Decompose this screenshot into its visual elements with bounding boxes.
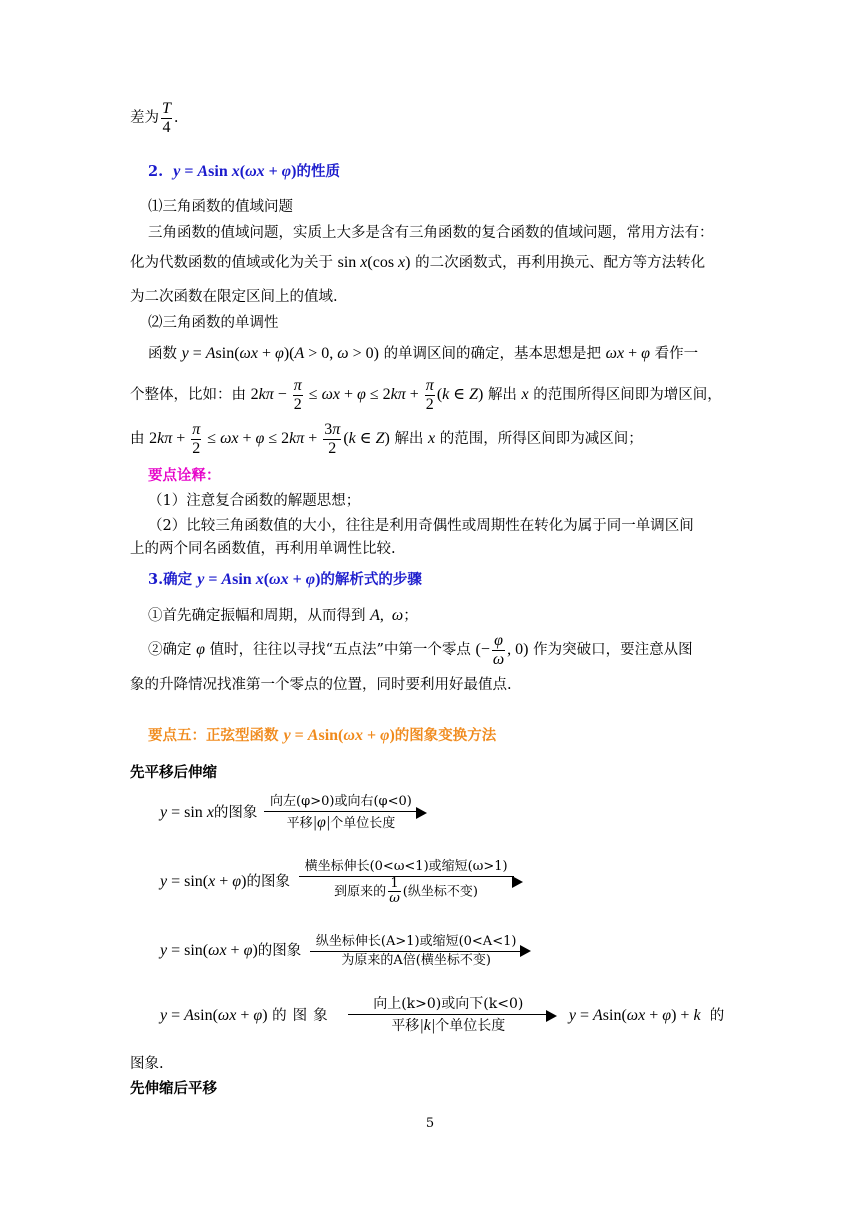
p1-line3: 为二次函数在限定区间上的值域. <box>130 289 338 305</box>
transform-3 <box>160 933 522 969</box>
subheading-translate-then-scale: 先平移后伸缩 <box>130 764 217 781</box>
transform-3-arrow <box>310 933 523 969</box>
note-2a: （2）比较三角函数值的大小，往往是利用奇偶性或周期性在转化为属于同一单调区间 <box>148 518 694 534</box>
step-2-line2: 象的升降情况找准第一个零点的位置，同时要利用好最值点. <box>130 677 512 693</box>
p2-line3-c: 的范围，所得区间即为减区间； <box>439 430 643 447</box>
section-5-title <box>148 724 496 745</box>
p1-line2-b: 的二次函数式，再利用换元、配方等方法转化 <box>415 255 706 271</box>
transform-4-label: 的图象 <box>272 1007 334 1024</box>
var-x-2: x <box>428 429 436 447</box>
p2-line1-b: 的单调区间的确定，基本思想是把 <box>383 346 602 362</box>
heading-2-number: 2. <box>148 163 164 180</box>
frac-den: 4 <box>162 118 171 136</box>
transform-1 <box>160 793 418 833</box>
p1-line1: 三角函数的值域问题，实质上大多是含有三角函数的复合函数的值域问题，常用方法有： <box>148 225 714 241</box>
transform-3-bottom: 为原来的A倍(横坐标不变) <box>310 951 523 970</box>
transform-1-label: 的图象 <box>213 805 258 822</box>
heading-3-prefix: 3.确定 <box>148 571 193 588</box>
transform-2 <box>160 858 514 906</box>
p2-line2 <box>130 377 722 413</box>
p2-line1 <box>148 342 698 363</box>
subheading-scale-then-translate: 先伸缩后平移 <box>130 1080 217 1097</box>
var-phi: φ <box>196 640 205 658</box>
p2-title: ⑵三角函数的单调性 <box>148 315 279 331</box>
line-chawei <box>130 100 179 136</box>
transform-2-source: y = sin(x + φ) <box>160 873 247 891</box>
chawei-tail: . <box>173 110 179 127</box>
note-2b: 上的两个同名函数值，再利用单调性比较. <box>130 541 396 557</box>
heading-2-formula: y = Asin x(ωx + φ) <box>173 163 297 180</box>
arrow-head-icon <box>546 1010 557 1022</box>
step-1-tail: ； <box>403 608 418 624</box>
heading-3-formula: y = Asin x(ωx + φ) <box>197 571 321 588</box>
p1-line2 <box>130 251 705 272</box>
arrow-head-icon <box>520 945 531 957</box>
arrow-head-icon <box>512 876 523 888</box>
var-x: x <box>521 385 529 403</box>
p1-line2-a: 化为代数函数的值域或化为关于 <box>130 255 333 271</box>
p2-line2-a: 个整体，比如：由 <box>130 386 246 403</box>
p1-title: ⑴三角函数的值域问题 <box>148 199 293 215</box>
p2-line2-c: 的范围所得区间即为增区间， <box>533 386 722 403</box>
chawei-prefix: 差为 <box>130 110 159 127</box>
formula-increasing-interval: 2kπ − $\frac{\pi}{2}$ ≤ ωx + φ ≤ 2kπ + $\frac{\pi}{2}$ (k ∈ Z) <box>250 377 484 413</box>
heading-2-suffix: 的性质 <box>296 163 340 180</box>
transform-4-source: y = Asin(ωx + φ) <box>160 1006 268 1024</box>
transform-4 <box>160 995 724 1036</box>
transform-4-result: y = Asin(ωx + φ) + k <box>568 1006 701 1024</box>
step-2-b: 值时，往往以寻找“五点法”中第一个零点 <box>209 641 471 658</box>
section-5-formula: y = Asin(ωx + φ) <box>283 727 395 744</box>
transform-4-line2: 图象. <box>130 1056 164 1072</box>
p2-line1-a: 函数 <box>148 346 177 362</box>
transform-4-bottom: 平移|k|个单位长度 <box>348 1014 548 1037</box>
p2-line1-c: 看作一 <box>654 346 699 362</box>
transform-2-bottom: 到原来的 $\frac{1}{\omega}$ (纵坐标不变) <box>299 876 514 907</box>
p2-line3-b: 解出 <box>394 430 424 447</box>
transform-3-top: 纵坐标伸长(A>1)或缩短(0<A<1) <box>315 934 517 949</box>
heading-3 <box>148 568 422 589</box>
transform-2-label: 的图象 <box>246 874 290 891</box>
formula-sinx-cosx: sin x(cos x) <box>337 254 411 271</box>
heading-3-suffix: 的解析式的步骤 <box>320 571 422 588</box>
section-5-suffix: 的图象变换方法 <box>394 727 497 744</box>
p2-line2-b: 解出 <box>487 386 517 403</box>
transform-4-arrow <box>348 995 548 1036</box>
transform-3-label: 的图象 <box>257 943 302 960</box>
transform-2-arrow <box>299 858 514 906</box>
transform-1-top: 向左(φ>0)或向右(φ<0) <box>270 794 412 809</box>
page-number: 5 <box>425 1116 435 1131</box>
transform-4-top: 向上(k>0)或向下(k<0) <box>373 996 524 1012</box>
formula-monotonic-function: y = Asin(ωx + φ)(A > 0, ω > 0) <box>181 345 379 362</box>
transform-2-top: 横坐标伸长(0<ω<1)或缩短(ω>1) <box>304 859 508 874</box>
formula-A-omega: A, ω <box>370 607 404 624</box>
transform-4-tail: 的 <box>709 1007 725 1024</box>
transform-1-source: y = sin x <box>160 804 214 822</box>
step-1-text: ①首先确定振幅和周期，从而得到 <box>148 608 366 624</box>
step-2-a: ②确定 <box>148 641 192 658</box>
formula-omega-x-plus-phi: ωx + φ <box>605 345 650 362</box>
section-5-prefix: 要点五：正弦型函数 <box>148 727 279 744</box>
arrow-head-icon <box>416 807 427 819</box>
step-2-c: 作为突破口，要注意从图 <box>533 641 693 658</box>
formula-first-zero-point: (− $\frac{\varphi}{\omega}$ , 0) <box>475 632 529 668</box>
note-title: 要点诠释： <box>148 467 221 484</box>
heading-2 <box>148 160 340 181</box>
transform-3-source: y = sin(ωx + φ) <box>160 942 258 960</box>
step-2 <box>148 632 693 668</box>
transform-1-arrow <box>264 793 418 833</box>
p2-line3-a: 由 <box>130 430 145 447</box>
fraction-T-over-4 <box>161 100 172 136</box>
note-1: （1）注意复合函数的解题思想； <box>148 493 361 509</box>
formula-decreasing-interval: 2kπ + $\frac{\pi}{2}$ ≤ ωx + φ ≤ 2kπ + $\frac{3\pi}{2}$ (k ∈ Z) <box>149 421 390 457</box>
transform-1-bottom: 平移|φ|个单位长度 <box>264 811 418 834</box>
p2-line3 <box>130 421 643 457</box>
frac-num: T <box>162 100 171 117</box>
step-1 <box>148 604 418 625</box>
